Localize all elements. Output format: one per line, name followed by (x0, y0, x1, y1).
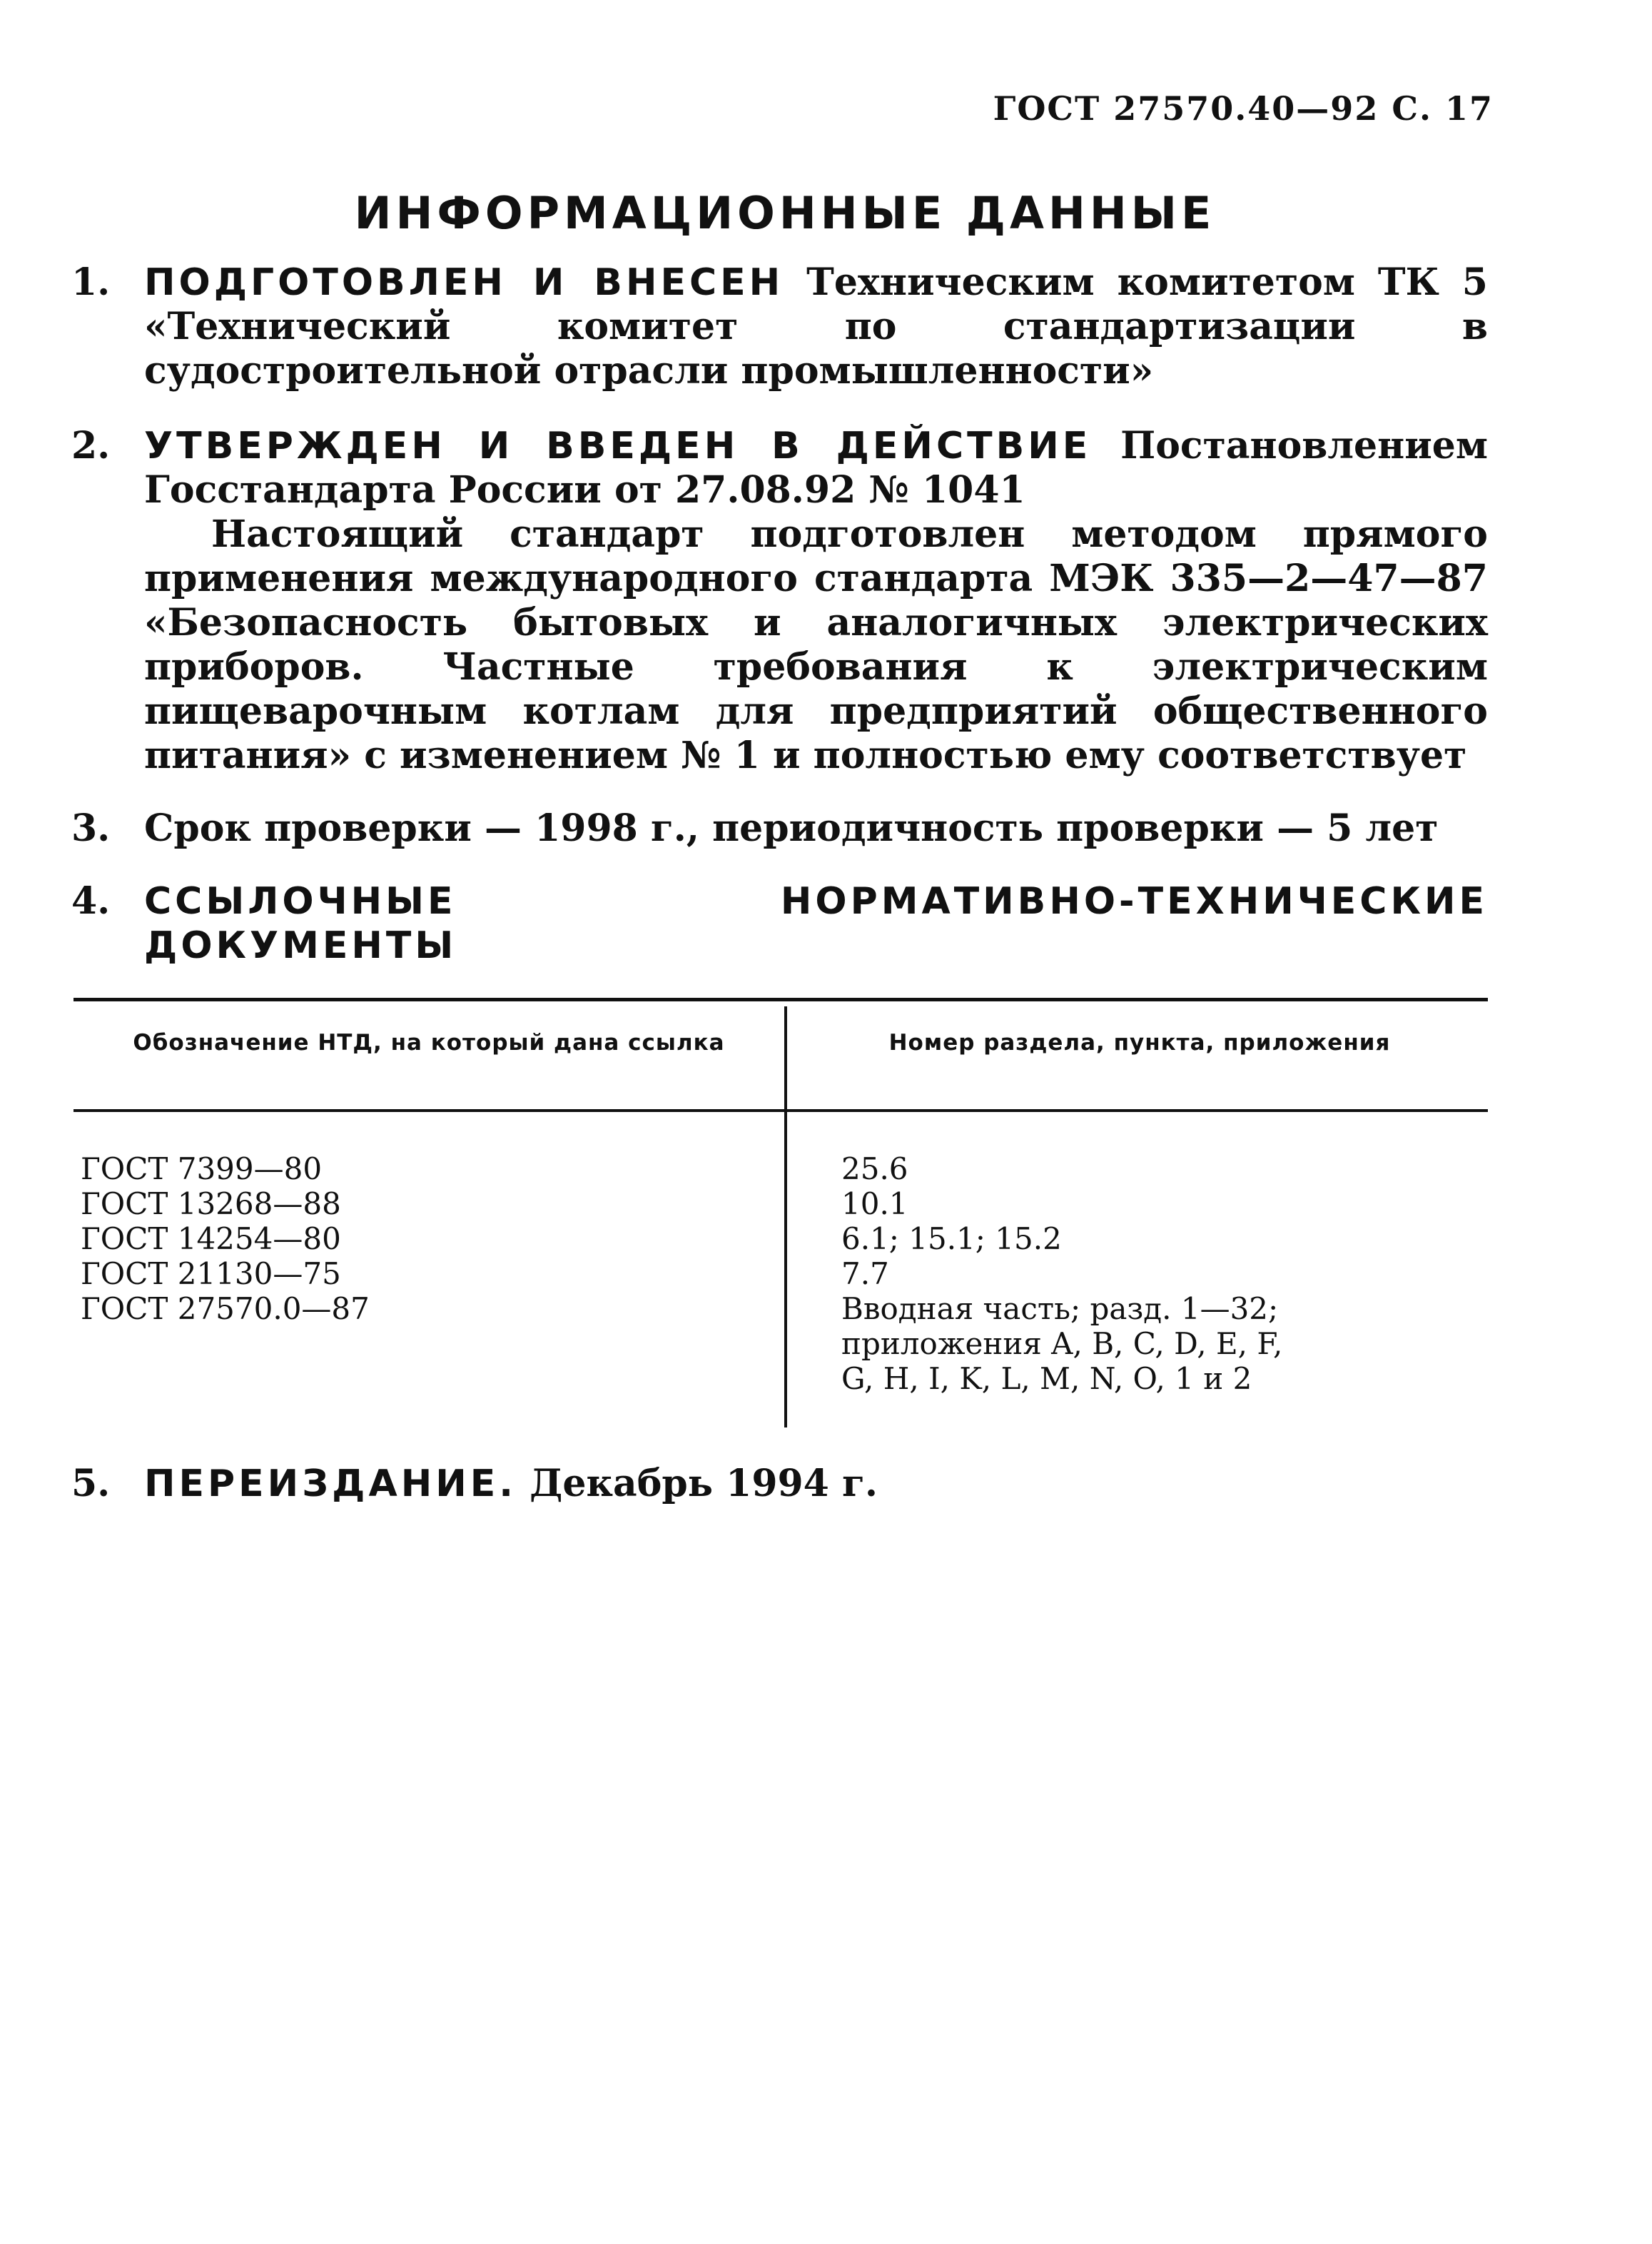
references-table (74, 998, 1488, 1433)
table-cell-doc: ГОСТ 21130—75 (81, 1256, 341, 1291)
item-body (144, 261, 1488, 393)
item-lead: УТВЕРЖДЕН И ВВЕДЕН В ДЕЙСТВИЕ (144, 425, 1092, 468)
info-item-1 (71, 261, 1488, 393)
table-header-rule (74, 1109, 1488, 1112)
table-cell-doc: ГОСТ 13268—88 (81, 1186, 341, 1221)
table-cell-ref-continuation: G, H, I, K, L, M, N, O, 1 и 2 (841, 1361, 1252, 1396)
table-cell-ref-continuation: приложения A, B, C, D, E, F, (841, 1326, 1283, 1361)
table-cell-doc: ГОСТ 27570.0—87 (81, 1291, 370, 1326)
info-item-4 (71, 879, 1488, 968)
table-header-section: Номер раздела, пункта, приложения (888, 1030, 1391, 1056)
item-body (144, 1462, 1488, 1506)
item-lead: ПЕРЕИЗДАНИЕ. (144, 1462, 517, 1505)
table-cell-ref: 6.1; 15.1; 15.2 (841, 1221, 1062, 1256)
table-column-documents (81, 1151, 370, 1326)
table-cell-ref: 10.1 (841, 1186, 908, 1221)
item-body (144, 424, 1488, 778)
info-item-3 (71, 807, 1488, 851)
table-column-divider (784, 1006, 787, 1427)
table-cell-doc: ГОСТ 7399—80 (81, 1151, 323, 1186)
item-body (144, 879, 1488, 968)
item-paragraph: Настоящий стандарт подготовлен методом прямого применения международного стандарта МЭК 335—2—47—87 «Безопасность бытовых и аналогичных электрических приборов. Частные требования к электрическим пищеварочным котлам для предприятий общественного питания» с изменением № 1 и полностью ему соответствует (144, 512, 1488, 777)
item-text: Техническим комитетом ТК 5 «Технический комитет по стандартизации в судостроительной отрасли промышленности» (144, 261, 1488, 393)
table-top-rule (74, 998, 1488, 1001)
table-cell-doc: ГОСТ 14254—80 (81, 1221, 341, 1256)
table-column-sections (841, 1151, 1282, 1396)
item-lead: ПОДГОТОВЛЕН И ВНЕСЕН (144, 261, 784, 304)
item-number: 4. (71, 879, 111, 923)
page-header: ГОСТ 27570.40—92 С. 17 (993, 89, 1494, 128)
page-title: ИНФОРМАЦИОННЫЕ ДАННЫЕ (354, 187, 1216, 239)
item-text: Декабрь 1994 г. (529, 1462, 878, 1505)
item-number: 2. (71, 424, 111, 468)
table-cell-ref: 7.7 (841, 1256, 889, 1291)
item-number: 3. (71, 807, 111, 850)
item-text: Постановлением Госстандарта России от 27.08.92 № 1041 (144, 424, 1489, 512)
table-cell-ref: 25.6 (841, 1151, 908, 1186)
info-item-5 (71, 1462, 1488, 1506)
table-header-document: Обозначение НТД, на который дана ссылка (133, 1030, 725, 1056)
table-cell-ref: Вводная часть; разд. 1—32; (841, 1291, 1279, 1326)
item-number: 5. (71, 1462, 111, 1505)
item-number: 1. (71, 261, 111, 304)
info-item-2 (71, 424, 1488, 778)
item-lead: ССЫЛОЧНЫЕ НОРМАТИВНО-ТЕХНИЧЕСКИЕ ДОКУМЕНТЫ (144, 880, 1488, 967)
item-text: Срок проверки — 1998 г., периодичность проверки — 5 лет (144, 807, 1439, 850)
